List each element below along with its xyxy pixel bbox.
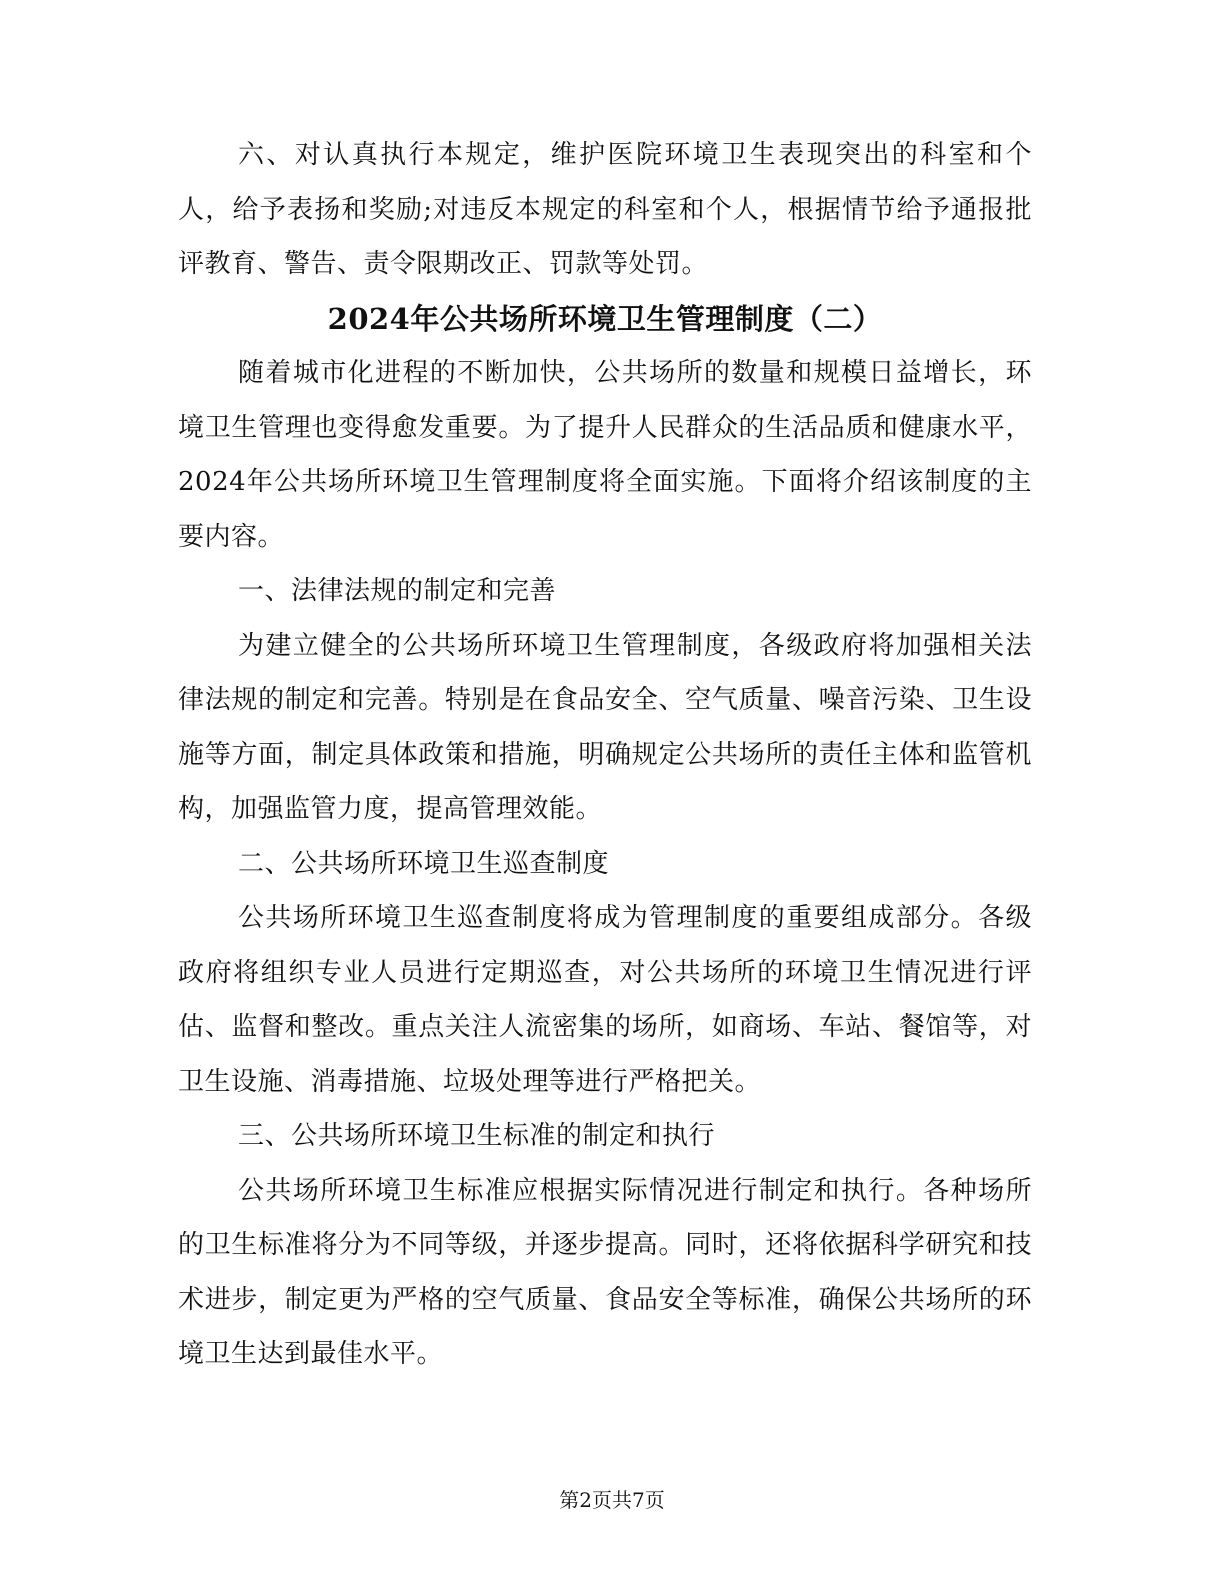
page-footer: 第2页共7页 xyxy=(559,1488,665,1512)
section-heading-2: 二、公共场所环境卫生巡查制度 xyxy=(238,848,610,879)
section-body-2: 公共场所环境卫生巡查制度将成为管理制度的重要组成部分。各级政府将组织专业人员进行定期巡查，对公共场所的环境卫生情况进行评估、监督和整改。重点关注人流密集的场所，如商场、车站、餐馆等，对卫生设施、消毒措施、垃圾处理等进行严格把关。 xyxy=(178,903,1032,1097)
section-heading-1: 一、法律法规的制定和完善 xyxy=(238,576,557,606)
paragraph-section-six: 六、对认真执行本规定，维护医院环境卫生表现突出的科室和个人，给予表扬和奖励;对违反本规定的科室和个人，根据情节给予通报批评教育、警告、责令限期改正、罚款等处罚。 xyxy=(178,140,1032,279)
section-body-3: 公共场所环境卫生标准应根据实际情况进行制定和执行。各种场所的卫生标准将分为不同等级，并逐步提高。同时，还将依据科学研究和技术进步，制定更为严格的空气质量、食品安全等标准，确保公共场所的环境卫生达到最佳水平。 xyxy=(178,1175,1032,1369)
section-body-1: 为建立健全的公共场所环境卫生管理制度，各级政府将加强相关法律法规的制定和完善。特别是在食品安全、空气质量、噪音污染、卫生设施等方面，制定具体政策和措施，明确规定公共场所的责任主体和监管机构，加强监管力度，提高管理效能。 xyxy=(178,630,1032,824)
document-body xyxy=(178,128,1032,1382)
section-heading-3: 三、公共场所环境卫生标准的制定和执行 xyxy=(238,1121,716,1151)
paragraph-intro: 随着城市化进程的不断加快，公共场所的数量和规模日益增长，环境卫生管理也变得愈发重要。为了提升人民群众的生活品质和健康水平，2024年公共场所环境卫生管理制度将全面实施。下面将介绍该制度的主要内容。 xyxy=(178,358,1032,552)
document-title: 2024年公共场所环境卫生管理制度（二） xyxy=(327,301,883,336)
